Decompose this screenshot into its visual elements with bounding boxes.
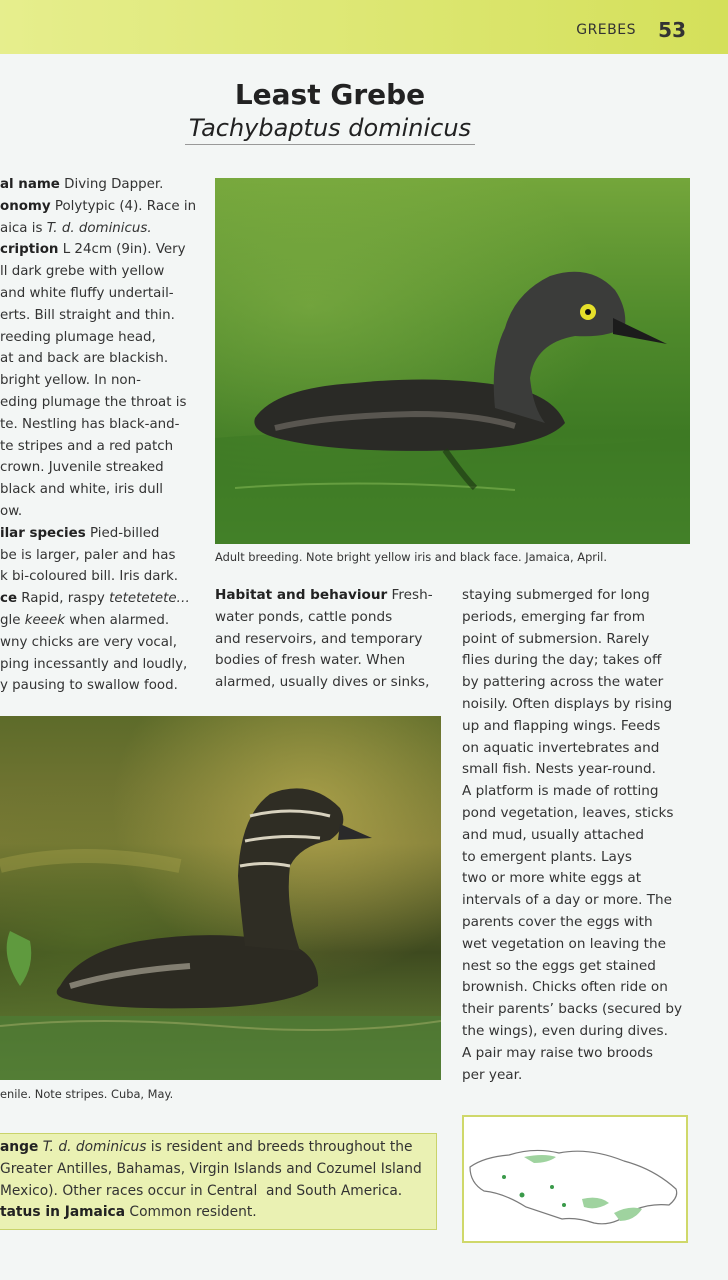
habitat-label: Habitat and behaviour: [215, 587, 388, 603]
habitat-line: nest so the eggs get stained: [462, 957, 656, 974]
habitat-line: on aquatic invertebrates and: [462, 739, 660, 756]
description-text: L 24cm (9in). Very: [58, 242, 186, 258]
habitat-line: A platform is made of rotting: [462, 783, 659, 800]
photo-caption-adult: Adult breeding. Note bright yellow iris and black face. Jamaica, April.: [215, 550, 607, 564]
habitat-column-1: [215, 585, 443, 694]
voice-text-3: when alarmed.: [64, 612, 170, 628]
taxonomy-text-2: aica is: [0, 220, 47, 236]
range-text: [0, 1137, 436, 1224]
similar-species-line: k bi-coloured bill. Iris dark.: [0, 569, 179, 585]
scientific-name-wrap: [185, 114, 475, 145]
species-name: Least Grebe: [234, 78, 426, 111]
habitat-line: point of submersion. Rarely: [462, 630, 650, 647]
habitat-line: bodies of fresh water. When: [215, 652, 406, 669]
habitat-line: parents cover the eggs with: [462, 913, 653, 930]
habitat-line: per year.: [462, 1066, 523, 1083]
habitat-line: to emergent plants. Lays: [462, 848, 632, 865]
habitat-line: by pattering across the water: [462, 674, 664, 691]
voice-line: ping incessantly and loudly,: [0, 656, 188, 672]
description-line: te. Nestling has black-and-: [0, 416, 180, 432]
jamaica-map-icon: [464, 1117, 686, 1241]
habitat-line: flies during the day; takes off: [462, 652, 662, 669]
local-name-text: Diving Dapper.: [59, 177, 164, 192]
range-line: Mexico). Other races occur in Central and South America.: [0, 1182, 403, 1199]
juvenile-grebe-photo: [0, 716, 441, 1080]
range-line: is resident and breeds throughout the: [146, 1139, 413, 1155]
habitat-line: wet vegetation on leaving the: [462, 935, 666, 952]
taxonomy-text: Polytypic (4). Race in: [50, 198, 197, 214]
habitat-text: Fresh-: [387, 587, 433, 603]
voice-line: y pausing to swallow food.: [0, 678, 178, 694]
taxonomy-label: onomy: [0, 198, 51, 214]
description-line: bright yellow. In non-: [0, 373, 141, 389]
habitat-line: alarmed, usually dives or sinks,: [215, 674, 430, 691]
habitat-line: small fish. Nests year-round.: [462, 761, 656, 778]
voice-label: ce: [0, 591, 18, 607]
description-line: crown. Juvenile streaked: [0, 460, 164, 476]
description-line: eding plumage the throat is: [0, 394, 187, 410]
habitat-line: and mud, usually attached: [462, 826, 644, 843]
species-account-left: [0, 174, 196, 697]
page-number: 53: [658, 18, 686, 42]
description-line: at and back are blackish.: [0, 351, 169, 367]
jamaica-distribution-map: [462, 1115, 688, 1243]
range-line: Greater Antilles, Bahamas, Virgin Islands and Cozumel Island: [0, 1160, 422, 1177]
adult-grebe-illustration: [215, 178, 690, 544]
status-label: tatus in Jamaica: [0, 1204, 126, 1221]
status-text: Common resident.: [125, 1204, 257, 1221]
description-line: erts. Bill straight and thin.: [0, 307, 175, 323]
habitat-line: noisily. Often displays by rising: [462, 695, 673, 712]
local-name-label: al name: [0, 177, 60, 192]
habitat-line: and reservoirs, and temporary: [215, 630, 423, 647]
habitat-column-2: [462, 585, 702, 1086]
voice-text: Rapid, raspy: [17, 591, 110, 607]
description-line: ll dark grebe with yellow: [0, 264, 165, 280]
description-line: reeding plumage head,: [0, 329, 156, 345]
habitat-line: brownish. Chicks often ride on: [462, 979, 668, 996]
habitat-line: their parents’ backs (secured by: [462, 1001, 683, 1018]
range-label: ange: [0, 1139, 39, 1155]
habitat-line: periods, emerging far from: [462, 608, 645, 625]
similar-species-text: Pied-billed: [85, 525, 160, 541]
voice-call-2: keeek: [24, 612, 65, 628]
description-line: te stripes and a red patch: [0, 438, 174, 454]
habitat-line: pond vegetation, leaves, sticks: [462, 804, 674, 821]
habitat-line: the wings), even during dives.: [462, 1022, 668, 1039]
photo-caption-juvenile: enile. Note stripes. Cuba, May.: [0, 1087, 174, 1101]
juvenile-grebe-illustration: [0, 716, 441, 1080]
taxonomy-race: T. d. dominicus.: [46, 220, 152, 236]
description-label: cription: [0, 242, 59, 258]
habitat-line: up and flapping wings. Feeds: [462, 717, 661, 734]
habitat-line: staying submerged for long: [462, 587, 650, 603]
adult-grebe-photo: [215, 178, 690, 544]
voice-text-2: gle: [0, 612, 25, 628]
habitat-line: A pair may raise two broods: [462, 1044, 654, 1061]
similar-species-label: ilar species: [0, 525, 86, 541]
voice-line: wny chicks are very vocal,: [0, 634, 177, 650]
similar-species-line: be is larger, paler and has: [0, 547, 176, 563]
habitat-line: water ponds, cattle ponds: [215, 608, 393, 625]
description-line: and white fluffy undertail-: [0, 285, 174, 301]
description-line: black and white, iris dull: [0, 482, 164, 498]
voice-call: tetetetete…: [109, 591, 190, 607]
habitat-line: two or more white eggs at: [462, 870, 642, 887]
section-label: GREBES: [576, 22, 636, 38]
scientific-name: Tachybaptus dominicus: [188, 114, 472, 142]
description-line: ow.: [0, 503, 23, 519]
habitat-line: intervals of a day or more. The: [462, 892, 672, 909]
range-race: T. d. dominicus: [38, 1139, 147, 1155]
